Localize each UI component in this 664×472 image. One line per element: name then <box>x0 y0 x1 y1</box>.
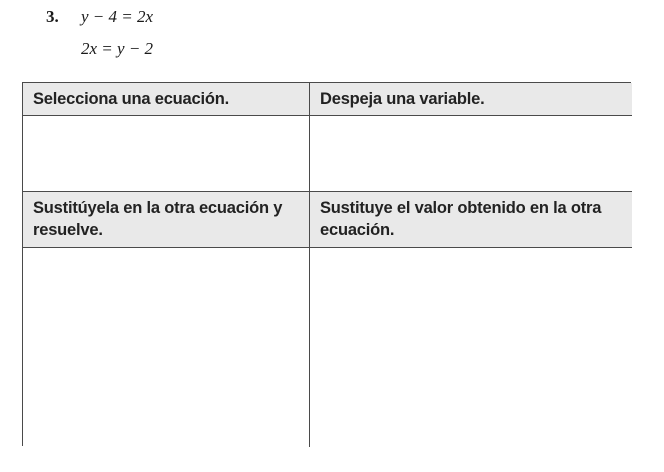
equation-1: y − 4 = 2x <box>81 7 154 26</box>
problem-statement <box>0 0 664 80</box>
step-1-header: Selecciona una ecuación. <box>23 83 310 116</box>
problem-number: 3. <box>46 7 59 26</box>
step-2-header: Despeja una variable. <box>310 83 632 116</box>
step-4-answer-area[interactable] <box>310 248 632 447</box>
step-3-answer-area[interactable] <box>23 248 310 447</box>
solution-steps-table <box>22 82 631 446</box>
equation-2: 2x = y − 2 <box>81 39 154 58</box>
step-4-header: Sustituye el valor obtenido en la otra ecuación. <box>310 192 632 248</box>
step-1-answer-area[interactable] <box>23 116 310 192</box>
step-3-header: Sustitúyela en la otra ecuación y resuelve. <box>23 192 310 248</box>
step-2-answer-area[interactable] <box>310 116 632 192</box>
